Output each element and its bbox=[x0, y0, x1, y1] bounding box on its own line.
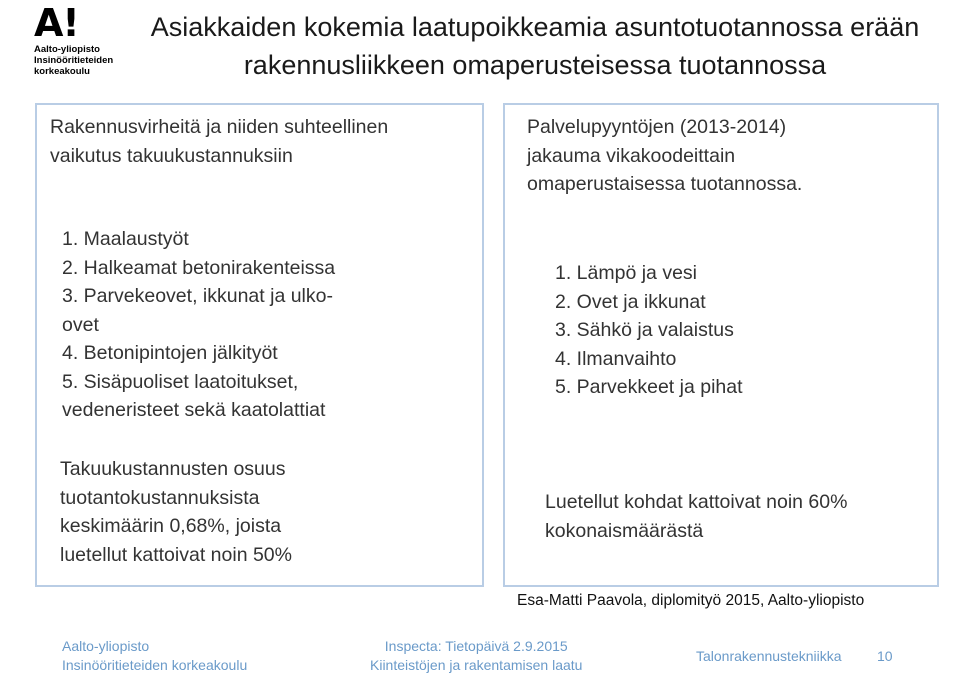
logo-line: Aalto-yliopisto bbox=[34, 44, 100, 55]
heading-line: omaperustaisessa tuotannossa. bbox=[527, 173, 803, 195]
list-item: 5. Parvekkeet ja pihat bbox=[555, 376, 743, 398]
list-item: 1. Lämpö ja vesi bbox=[555, 262, 697, 284]
right-service-list bbox=[555, 259, 855, 402]
list-item: 1. Maalaustyöt bbox=[62, 228, 189, 250]
title-line: Asiakkaiden kokemia laatupoikkeamia asuntotuotannossa erään bbox=[150, 12, 920, 42]
summary-line: tuotantokustannuksista bbox=[60, 486, 260, 509]
list-item: 3. Sähkö ja valaistus bbox=[555, 319, 734, 341]
left-defect-list bbox=[62, 225, 392, 425]
left-panel-summary bbox=[60, 455, 350, 569]
heading-line: vaikutus takuukustannuksiin bbox=[50, 144, 293, 167]
page-number: 10 bbox=[877, 648, 893, 664]
list-item: 2. Ovet ja ikkunat bbox=[555, 290, 706, 313]
left-panel-heading bbox=[50, 113, 470, 170]
footer-line: Aalto-yliopisto bbox=[62, 638, 150, 654]
footer-line: Inspecta: Tietopäivä 2.9.2015 bbox=[384, 638, 568, 654]
footer-line: Insinööritieteiden korkeakoulu bbox=[62, 657, 248, 673]
footer-department: Talonrakennustekniikka bbox=[696, 648, 842, 664]
list-item: ovet bbox=[62, 313, 99, 336]
title-line: rakennusliikkeen omaperusteisessa tuotannossa bbox=[243, 50, 827, 80]
logo-mark: A! bbox=[34, 1, 79, 45]
heading-line: Rakennusvirheitä ja niiden suhteellinen bbox=[50, 116, 389, 138]
logo-line: korkeakoulu bbox=[34, 66, 90, 77]
footer-line: Kiinteistöjen ja rakentamisen laatu bbox=[370, 657, 583, 673]
right-panel-heading bbox=[527, 113, 907, 199]
summary-line: keskimäärin 0,68%, joista bbox=[60, 515, 282, 537]
footer-event bbox=[370, 637, 582, 675]
list-item: vedeneristeet sekä kaatolattiat bbox=[62, 399, 326, 421]
summary-line: Takuukustannusten osuus bbox=[60, 458, 286, 480]
heading-line: Palvelupyyntöjen (2013-2014) bbox=[527, 116, 787, 138]
summary-line: kokonaismäärästä bbox=[545, 519, 704, 542]
summary-line: Luetellut kohdat kattoivat noin 60% bbox=[545, 491, 848, 513]
logo-line: Insinööritieteiden bbox=[34, 55, 114, 66]
list-item: 4. Ilmanvaihto bbox=[555, 347, 677, 370]
heading-line: jakauma vikakoodeittain bbox=[527, 144, 736, 167]
footer-organization bbox=[62, 637, 247, 675]
slide-title bbox=[120, 8, 950, 84]
list-item: 4. Betonipintojen jälkityöt bbox=[62, 342, 278, 364]
list-item: 5. Sisäpuoliset laatoitukset, bbox=[62, 370, 299, 393]
logo-text bbox=[34, 44, 124, 77]
list-item: 3. Parvekeovet, ikkunat ja ulko- bbox=[62, 285, 333, 307]
aalto-logo bbox=[34, 1, 124, 77]
right-panel-summary bbox=[545, 488, 925, 545]
list-item: 2. Halkeamat betonirakenteissa bbox=[62, 256, 336, 279]
citation: Esa-Matti Paavola, diplomityö 2015, Aalto-yliopisto bbox=[517, 592, 865, 609]
summary-line: luetellut kattoivat noin 50% bbox=[60, 543, 292, 566]
